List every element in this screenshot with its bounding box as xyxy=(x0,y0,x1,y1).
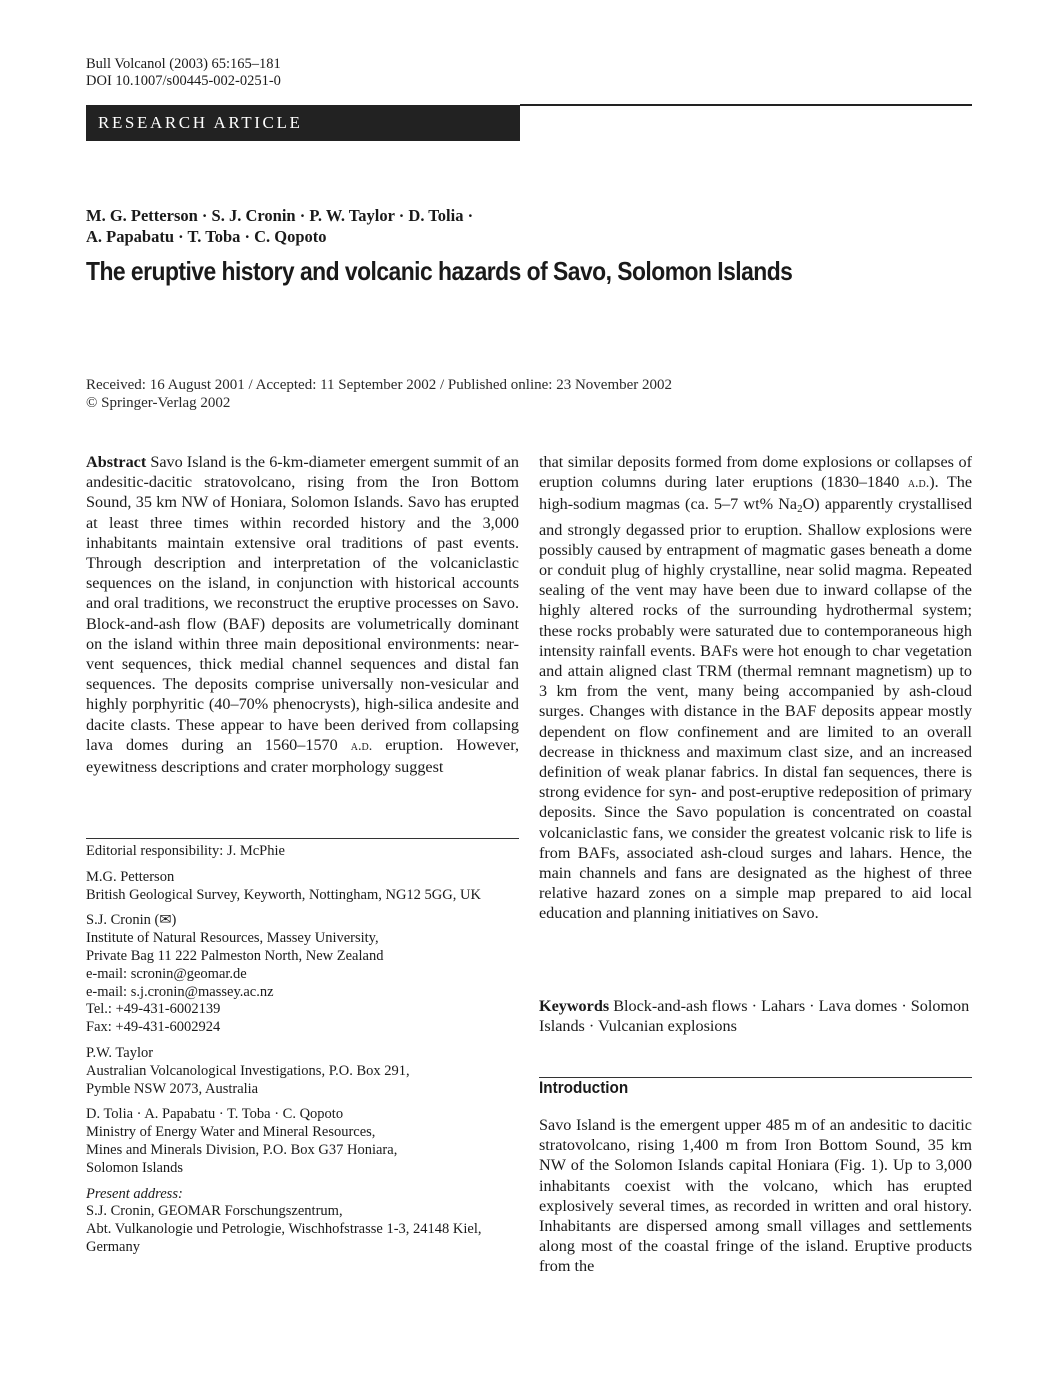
affiliation-address: Mines and Minerals Division, P.O. Box G37 Honiara, xyxy=(86,1141,398,1158)
affiliation-petterson xyxy=(86,869,519,905)
abstract-left-column xyxy=(86,452,519,777)
present-address: Present address: S.J. Cronin, GEOMAR Forschungszentrum, Abt. Vulkanologie und Petrologie, Wischhofstrasse 1-3, 24148 Kiel, Germany xyxy=(86,1186,519,1257)
journal-doi: DOI 10.1007/s00445-002-0251-0 xyxy=(86,73,281,89)
abstract-label: Abstract xyxy=(86,453,147,471)
keywords-label: Keywords xyxy=(539,997,610,1015)
affiliation-address: Solomon Islands xyxy=(86,1159,184,1176)
header-rule xyxy=(520,104,972,106)
publication-dates xyxy=(86,376,672,412)
affiliation-address: Pymble NSW 2073, Australia xyxy=(86,1080,259,1097)
article-type-banner: RESEARCH ARTICLE xyxy=(86,105,520,141)
abstract-text: eruption. However, eyewitness descriptions and crater morphology suggest xyxy=(86,735,519,777)
abstract-right-column xyxy=(539,452,972,924)
email-link[interactable]: e-mail: s.j.cronin@massey.ac.nz xyxy=(86,983,274,1000)
article-title: The eruptive history and volcanic hazards of Savo, Solomon Islands xyxy=(86,256,793,286)
abstract-text: ). The high-sodium magmas (ca. 5–7 wt% Na xyxy=(539,473,973,514)
author-list xyxy=(86,205,473,247)
affiliation-name: S.J. Cronin (✉) xyxy=(86,912,177,929)
author-line-2: A. Papabatu · T. Toba · C. Qopoto xyxy=(86,227,327,246)
received-line: Received: 16 August 2001 / Accepted: 11 September 2002 / Published online: 23 November 2002 xyxy=(86,377,673,393)
abstract-text: Savo Island is the 6-km-diameter emergent summit of an andesitic-dacitic stratovolcano, rising from the Iron Bottom Sound, 35 km NW of Honiara, Solomon Islands. Savo has erupted at least three times within recorded history and the 3,000 inhabitants maintain extensive oral traditions of past events. Through description and interpretation of the volcaniclastic sequences on the island, in conjunction with historical accounts and oral traditions, we reconstruct the eruptive processes on Savo. Block-and-ash flow (BAF) deposits are volumetrically dominant on the island within three main depositional environments: near-vent sequences, thick medial channel sequences and distal fan sequences. The deposits comprise universally non-vesicular and highly porphyritic (40–70% phenocrysts), high-silica andesite and dacite clasts. These appear to have been derived from collapsing lava domes during an 1560–1570 xyxy=(86,453,519,754)
era-label: a.d. xyxy=(907,476,930,492)
affiliation-address: Institute of Natural Resources, Massey University, xyxy=(86,930,379,947)
affiliation-address: Private Bag 11 222 Palmeston North, New Zealand xyxy=(86,947,384,964)
affiliation-tolia xyxy=(86,1106,519,1177)
editorial-responsibility: Editorial responsibility: J. McPhie xyxy=(86,843,285,859)
present-address-label: Present address xyxy=(86,1185,178,1202)
fax-number: Fax: +49-431-6002924 xyxy=(86,1019,221,1036)
affiliations xyxy=(86,843,519,1257)
affiliation-address: Ministry of Energy Water and Mineral Resources, xyxy=(86,1124,376,1141)
keywords-list: Block-and-ash flows · Lahars · Lava domes · Solomon Islands · Vulcanian explosions xyxy=(539,997,970,1036)
section-heading-introduction: Introduction xyxy=(539,1078,629,1097)
introduction-text: Savo Island is the emergent upper 485 m of an andesitic to dacitic stratovolcano, rising 1,400 m from Iron Bottom Sound, 35 km NW of the Solomon Islands capital Honiara (Fig. 1). Up to 3,000 inhabitants coexist with the volcano, which has erupted explosively several times, as recorded in written and oral history. Inhabitants are dispersed among small villages and settlements along most of the coastal fringe of the island. Eruptive products from the xyxy=(539,1116,972,1276)
journal-citation: Bull Volcanol (2003) 65:165–181 xyxy=(86,56,281,72)
affiliation-address: British Geological Survey, Keyworth, Nottingham, NG12 5GG, UK xyxy=(86,886,481,903)
abstract-paragraph xyxy=(86,452,519,777)
affiliation-name: P.W. Taylor xyxy=(86,1044,154,1061)
abstract-continuation xyxy=(539,452,972,924)
affiliation-name: D. Tolia · A. Papabatu · T. Toba · C. Qopoto xyxy=(86,1106,344,1123)
subscript: 2 xyxy=(797,503,803,516)
affiliation-name: M.G. Petterson xyxy=(86,868,175,885)
affiliation-address: Abt. Vulkanologie und Petrologie, Wischhofstrasse 1-3, 24148 Kiel, Germany xyxy=(86,1221,482,1255)
abstract-text: O) apparently crystallised and strongly degassed prior to eruption. Shallow explosions were possibly caused by entrapment of magmatic gases beneath a dome or conduit plug of highly crystalline, near solid magma. Repeated sealing of the vent may have been due to inward collapse of the highly altered rocks of the surrounding hydrothermal system; these rocks probably were saturated due to contemporaneous high intensity rainfall events. BAFs were hot enough to char vegetation and attain aligned clast TRM (thermal remnant magnetism) up to 3 km from the vent, many being accompanied by ash-cloud surges. Changes with distance in the BAF deposits appear mostly dependent on flow confinement and are limited to an overall decrease in thickness and maximum clast size, and an increased definition of weak planar fabrics. In distal fan sequences, there is strong evidence for syn- and post-eruptive redeposition of primary deposits. Since the Savo population is concentrated on coastal volcaniclastic fans, we consider the greatest volcanic risk to life is from BAFs, associated ash-cloud surges and lahars. Hence, the main channels and fans are designated as the highest of three relative hazard zones on a simple map prepared to aid local education and planning initiatives on Savo. xyxy=(539,495,972,923)
era-label: a.d. xyxy=(350,738,373,754)
author-line-1: M. G. Petterson · S. J. Cronin · P. W. Taylor · D. Tolia · xyxy=(86,206,474,225)
affiliation-rule xyxy=(86,838,519,839)
affiliation-taylor xyxy=(86,1045,519,1098)
email-link[interactable]: e-mail: scronin@geomar.de xyxy=(86,965,247,982)
journal-header xyxy=(86,56,281,90)
phone-number: Tel.: +49-431-6002139 xyxy=(86,1001,221,1018)
affiliation-address: Australian Volcanological Investigations, P.O. Box 291, xyxy=(86,1062,410,1079)
abstract-text: that similar deposits formed from dome explosions or collapses of eruption columns during later eruptions (1830–1840 xyxy=(539,453,972,492)
affiliation-cronin xyxy=(86,912,519,1037)
keywords xyxy=(539,996,972,1036)
affiliation-address: S.J. Cronin, GEOMAR Forschungszentrum, xyxy=(86,1203,343,1220)
copyright-line: © Springer-Verlag 2002 xyxy=(86,395,231,411)
